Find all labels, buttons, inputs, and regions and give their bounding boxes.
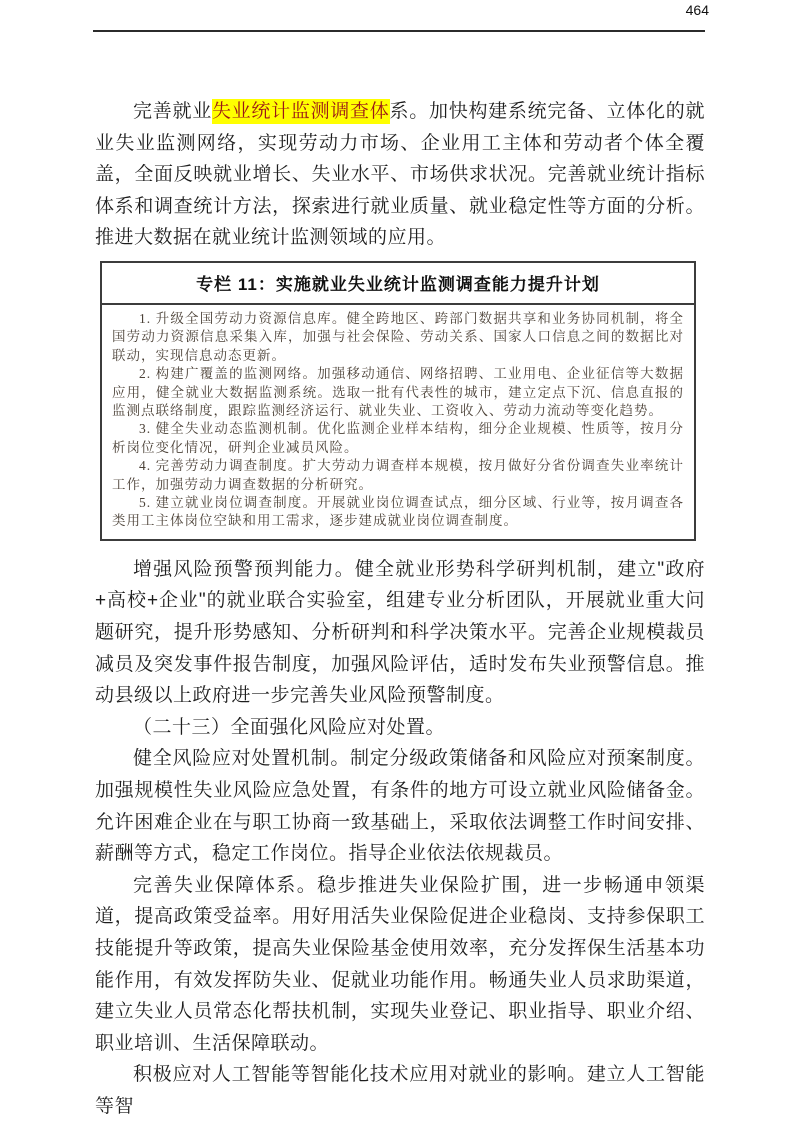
- box-item: 4. 完善劳动力调查制度。扩大劳动力调查样本规模，按月做好分省份调查失业率统计工作，加强劳动力调查数据的分析研究。: [112, 458, 684, 492]
- box-item: 2. 构建广覆盖的监测网络。加强移动通信、网络招聘、工业用电、企业征信等大数据应用，健全就业大数据监测系统。选取一批有代表性的城市，建立定点下沉、信息直报的监测点联络制度，跟踪监测经济运行、就业失业、工资收入、劳动力流动等变化趋势。: [112, 366, 684, 418]
- body-paragraph: 完善失业保障体系。稳步推进失业保险扩围，进一步畅通申领渠道，提高政策受益率。用好用活失业保险促进企业稳岗、支持参保职工技能提升等政策，提高失业保险基金使用效率，充分发挥保生活基本功能作用，有效发挥防失业、促就业功能作用。畅通失业人员求助渠道，建立失业人员常态化帮扶机制，实现失业登记、职业指导、职业介绍、职业培训、生活保障联动。: [95, 874, 705, 1054]
- body-paragraphs: [95, 554, 705, 1122]
- highlighted-text: 失业统计监测调查体: [211, 101, 390, 122]
- paragraph-employment-statistics: [95, 96, 705, 254]
- box-item: 3. 健全失业动态监测机制。优化监测企业样本结构，细分企业规模、性质等，按月分析岗位变化情况，研判企业减员风险。: [112, 421, 684, 455]
- body-paragraph: 健全风险应对处置机制。制定分级政策储备和风险应对预案制度。加强规模性失业风险应急处置，有条件的地方可设立就业风险储备金。允许困难企业在与职工协商一致基础上，采取依法调整工作时间安排、薪酬等方式，稳定工作岗位。指导企业依法依规裁员。: [95, 748, 705, 865]
- body-paragraph: 积极应对人工智能等智能化技术应用对就业的影响。建立人工智能等智: [95, 1064, 705, 1117]
- para1-prefix: 完善就业: [133, 101, 212, 122]
- body-paragraph: 增强风险预警预判能力。健全就业形势科学研判机制，建立"政府+高校+企业"的就业联合实验室，组建专业分析团队，开展就业重大问题研究，提升形势感知、分析研判和科学决策水平。完善企业规模裁员减员及突发事件报告制度，加强风险评估，适时发布失业预警信息。推动县级以上政府进一步完善失业风险预警制度。: [95, 558, 705, 707]
- para1-suffix: 系。加快构建系统完备、立体化的就业失业监测网络，实现劳动力市场、企业用工主体和劳动者个体全覆盖，全面反映就业增长、失业水平、市场供求状况。完善就业统计指标体系和调查统计方法，探索进行就业质量、就业稳定性等方面的分析。推进大数据在就业统计监测领域的应用。: [95, 101, 705, 249]
- body-paragraph: （二十三）全面强化风险应对处置。: [133, 716, 446, 738]
- document-content: [95, 96, 705, 1122]
- page-number: 464: [685, 2, 709, 18]
- header-rule: [93, 30, 705, 32]
- box-item: 1. 升级全国劳动力资源信息库。健全跨地区、跨部门数据共享和业务协同机制，将全国劳动力资源信息采集入库，加强与社会保险、劳动关系、国家人口信息之间的数据比对联动，实现信息动态更新。: [112, 310, 684, 363]
- column-box-body: [102, 305, 694, 539]
- column-box-title: 专栏 11：实施就业失业统计监测调查能力提升计划: [102, 263, 694, 305]
- column-box-11: [100, 261, 696, 541]
- box-item: 5. 建立就业岗位调查制度。开展就业岗位调查试点，细分区域、行业等，按月调查各类用工主体岗位空缺和用工需求，逐步建成就业岗位调查制度。: [112, 495, 684, 529]
